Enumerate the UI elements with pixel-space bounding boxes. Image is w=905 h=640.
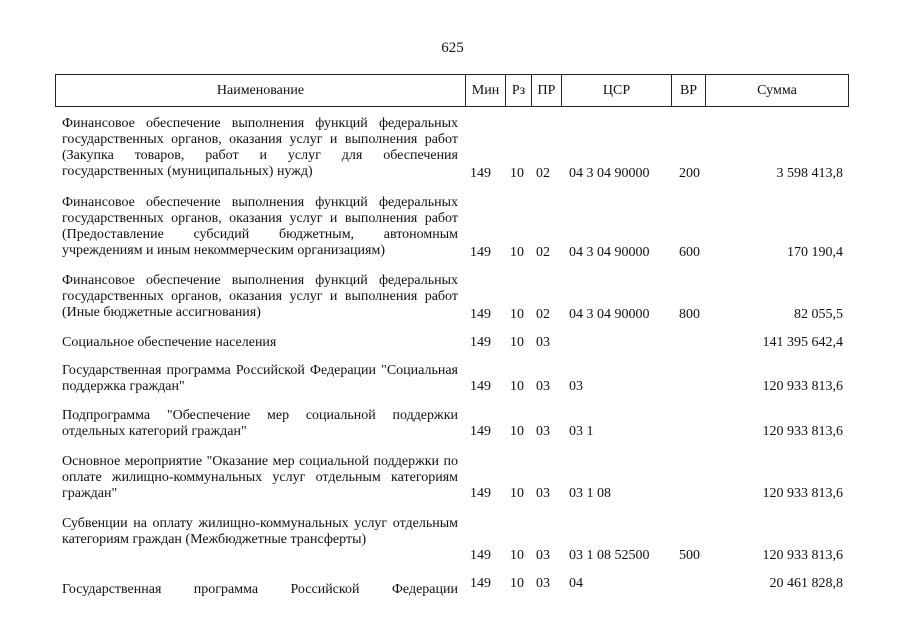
row-min: 149 [470,307,491,322]
row-name: Финансовое обеспечение выполнения функций федеральных государственных органов, оказания услуг и выполнения работ (Предоставление субсидий бюджетным, автономным учреждениям и иным некоммерческим организациям) [62,195,458,258]
row-sum: 120 933 813,6 [762,486,843,501]
row-name: Подпрограмма "Обеспечение мер социальной поддержки отдельных категорий граждан" [62,408,458,439]
row-csr: 04 3 04 90000 [569,307,650,322]
row-name: Государственная программа Российской Федерации "Социальная поддержка граждан" [62,363,458,394]
table-row [0,363,905,397]
row-csr: 04 3 04 90000 [569,245,650,260]
row-min: 149 [470,548,491,563]
column-header-rz: Рз [506,75,532,106]
row-pr: 03 [536,548,550,563]
row-pr: 03 [536,424,550,439]
row-name: Социальное обеспечение населения [62,335,277,350]
row-csr: 04 [569,576,583,591]
row-csr: 03 [569,379,583,394]
row-min: 149 [470,486,491,501]
row-name: Государственная программа Российской Федерации [62,582,458,597]
table-row [0,516,905,566]
row-pr: 03 [536,379,550,394]
row-min: 149 [470,166,491,181]
row-vr: 500 [679,548,700,563]
row-rz: 10 [510,576,524,591]
table-row [0,335,905,353]
row-name: Основное мероприятие "Оказание мер социальной поддержки по оплате жилищно-коммунальных услуг отдельным категориям граждан" [62,454,458,501]
table-row [0,576,905,600]
row-rz: 10 [510,335,524,350]
column-header-pr: ПР [532,75,562,106]
row-name: Субвенции на оплату жилищно-коммунальных услуг отдельным категориям граждан (Межбюджетные трансферты) [62,516,458,547]
row-csr: 03 1 [569,424,594,439]
row-rz: 10 [510,307,524,322]
column-header-min: Мин [466,75,506,106]
row-pr: 02 [536,245,550,260]
row-sum: 120 933 813,6 [762,548,843,563]
row-csr: 03 1 08 52500 [569,548,650,563]
row-sum: 120 933 813,6 [762,424,843,439]
row-sum: 120 933 813,6 [762,379,843,394]
row-min: 149 [470,576,491,591]
row-rz: 10 [510,379,524,394]
row-name: Финансовое обеспечение выполнения функций федеральных государственных органов, оказания услуг и выполнения работ (Иные бюджетные ассигнования) [62,273,458,320]
row-rz: 10 [510,424,524,439]
row-pr: 03 [536,335,550,350]
row-min: 149 [470,335,491,350]
row-pr: 03 [536,576,550,591]
column-header-sum: Сумма [757,83,797,98]
table-row [0,116,905,182]
column-header-name: Наименование [56,75,466,106]
row-rz: 10 [510,486,524,501]
row-min: 149 [470,379,491,394]
row-csr: 03 1 08 [569,486,611,501]
row-pr: 02 [536,307,550,322]
table-row [0,454,905,504]
row-pr: 02 [536,166,550,181]
row-sum: 170 190,4 [787,245,843,260]
table-header [55,74,849,107]
column-header-vr: ВР [672,75,706,106]
row-csr: 04 3 04 90000 [569,166,650,181]
table-row [0,195,905,261]
row-sum: 141 395 642,4 [762,335,843,350]
row-sum: 82 055,5 [794,307,843,322]
row-sum: 20 461 828,8 [769,576,843,591]
row-min: 149 [470,424,491,439]
row-name: Финансовое обеспечение выполнения функций федеральных государственных органов, оказания услуг и выполнения работ (Закупка товаров, работ и услуг для обеспечения государственных (муниципальных) нужд) [62,116,458,179]
table-row [0,273,905,323]
row-pr: 03 [536,486,550,501]
row-rz: 10 [510,548,524,563]
table-row [0,408,905,442]
page-number: 625 [441,40,464,56]
row-vr: 600 [679,245,700,260]
row-sum: 3 598 413,8 [776,166,843,181]
row-rz: 10 [510,166,524,181]
column-header-csr: ЦСР [562,75,672,106]
row-min: 149 [470,245,491,260]
row-vr: 800 [679,307,700,322]
row-rz: 10 [510,245,524,260]
row-vr: 200 [679,166,700,181]
